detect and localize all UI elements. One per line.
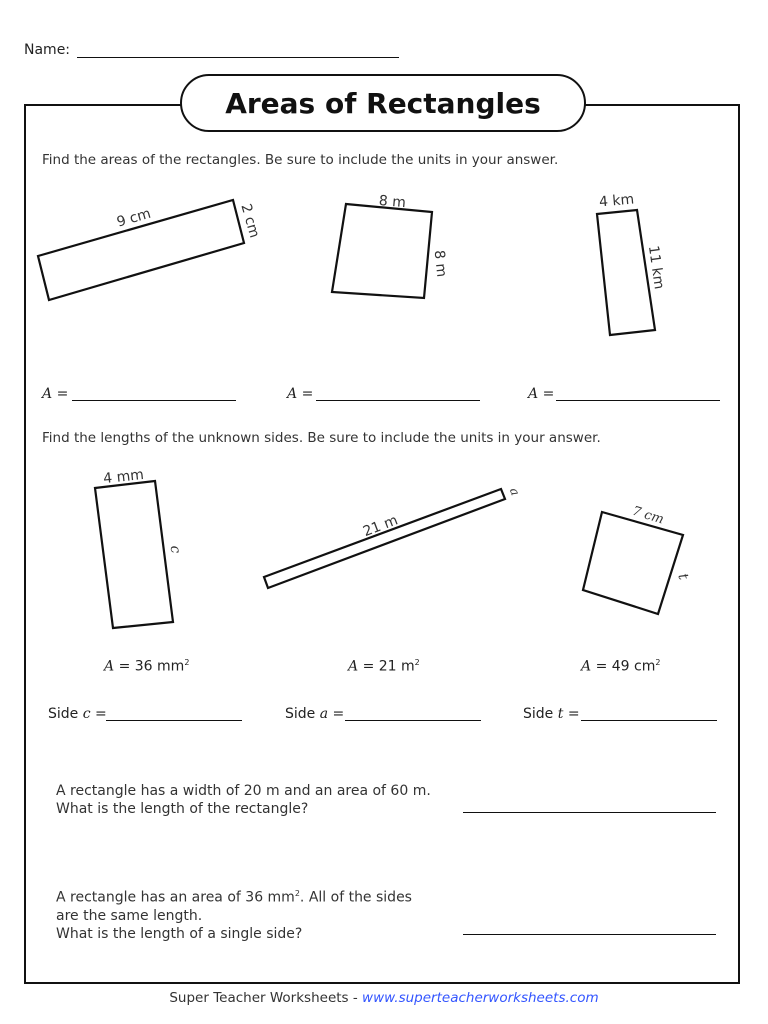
square-1-side-label: 8 m: [430, 249, 450, 278]
equals-sign: =: [95, 706, 107, 722]
word-problem-2-answer-line[interactable]: [463, 934, 716, 935]
answer-line-1[interactable]: [72, 400, 236, 401]
side-row-3: [523, 706, 580, 722]
area-value: = 36 mm: [118, 658, 185, 675]
area-exponent: 2: [184, 658, 190, 667]
word-problem-1: [56, 782, 431, 818]
equals-sign: =: [301, 386, 314, 402]
equals-sign: =: [332, 706, 345, 722]
word-problem-2-line2: are the same length.: [56, 907, 203, 924]
side-answer-line-3[interactable]: [581, 720, 717, 721]
word-problem-1-line2: What is the length of the rectangle?: [56, 801, 309, 817]
square-2-unknown-label: t: [674, 571, 692, 582]
area-exponent: 2: [655, 658, 661, 667]
answer-row-3: [528, 386, 554, 402]
answer-line-3[interactable]: [556, 400, 720, 401]
answer-line-2[interactable]: [316, 400, 480, 401]
answer-row-1: [42, 386, 68, 402]
rectangle-3-known-label: 4 mm: [102, 466, 145, 488]
area-symbol: A: [42, 386, 53, 402]
name-label: Name:: [24, 42, 71, 58]
area-symbol: A: [348, 658, 359, 675]
section1-instruction: Find the areas of the rectangles. Be sure to include the units in your answer.: [42, 152, 559, 168]
worksheet-frame: [24, 104, 740, 984]
word-problem-2-line1: [56, 885, 412, 907]
equals-sign: =: [542, 386, 555, 402]
area-value: = 49 cm: [595, 658, 656, 675]
word-problem-2-exponent: 2: [294, 889, 300, 898]
footer-url-link[interactable]: www.superteacherworksheets.com: [362, 990, 599, 1006]
side-label: Side: [523, 706, 554, 722]
section2-instruction: Find the lengths of the unknown sides. Be sure to include the units in your answer.: [42, 430, 601, 446]
side-variable: a: [319, 706, 329, 722]
given-area-2: [348, 658, 420, 675]
square-1-top-label: 8 m: [378, 192, 407, 212]
worksheet-title: Areas of Rectangles: [180, 74, 586, 132]
rectangle-4-known-label: 21 m: [360, 512, 401, 541]
footer: [0, 990, 768, 1006]
area-symbol: A: [104, 658, 115, 675]
equals-sign: =: [56, 386, 69, 402]
side-variable: t: [557, 706, 564, 722]
area-value: = 21 m: [362, 658, 415, 675]
word-problem-2-line1-text: A rectangle has an area of 36 mm: [56, 889, 295, 906]
side-variable: c: [82, 706, 91, 722]
equals-sign: =: [567, 706, 580, 722]
given-area-3: [581, 658, 660, 675]
area-exponent: 2: [414, 658, 420, 667]
word-problem-2: [56, 885, 412, 943]
side-label: Side: [48, 706, 79, 722]
answer-row-2: [287, 386, 313, 402]
area-symbol: A: [528, 386, 539, 402]
word-problem-2-line3: What is the length of a single side?: [56, 925, 303, 942]
word-problem-1-line1: A rectangle has a width of 20 m and an area of 60 m.: [56, 783, 431, 799]
area-symbol: A: [287, 386, 298, 402]
rectangle-4-unknown-label: a: [506, 485, 523, 498]
rectangle-3-unknown-label: c: [166, 544, 184, 555]
side-row-2: [285, 706, 344, 722]
rectangle-2-top-label: 4 km: [598, 191, 635, 211]
footer-brand: Super Teacher Worksheets -: [169, 990, 358, 1006]
word-problem-2-line1-rest: . All of the sides: [299, 889, 412, 906]
side-label: Side: [285, 706, 316, 722]
rectangle-1-length-label: 9 cm: [115, 205, 153, 231]
rectangle-1-width-label-real: 2 cm: [237, 202, 263, 240]
word-problem-1-answer-line[interactable]: [463, 812, 716, 813]
given-area-1: [104, 658, 189, 675]
rectangle-2-side-label: 11 km: [644, 244, 667, 291]
square-2-known-label: 7 cm: [630, 503, 666, 528]
name-answer-line[interactable]: [77, 57, 399, 58]
area-symbol: A: [581, 658, 592, 675]
side-row-1: [48, 706, 107, 722]
side-answer-line-2[interactable]: [345, 720, 481, 721]
side-answer-line-1[interactable]: [106, 720, 242, 721]
